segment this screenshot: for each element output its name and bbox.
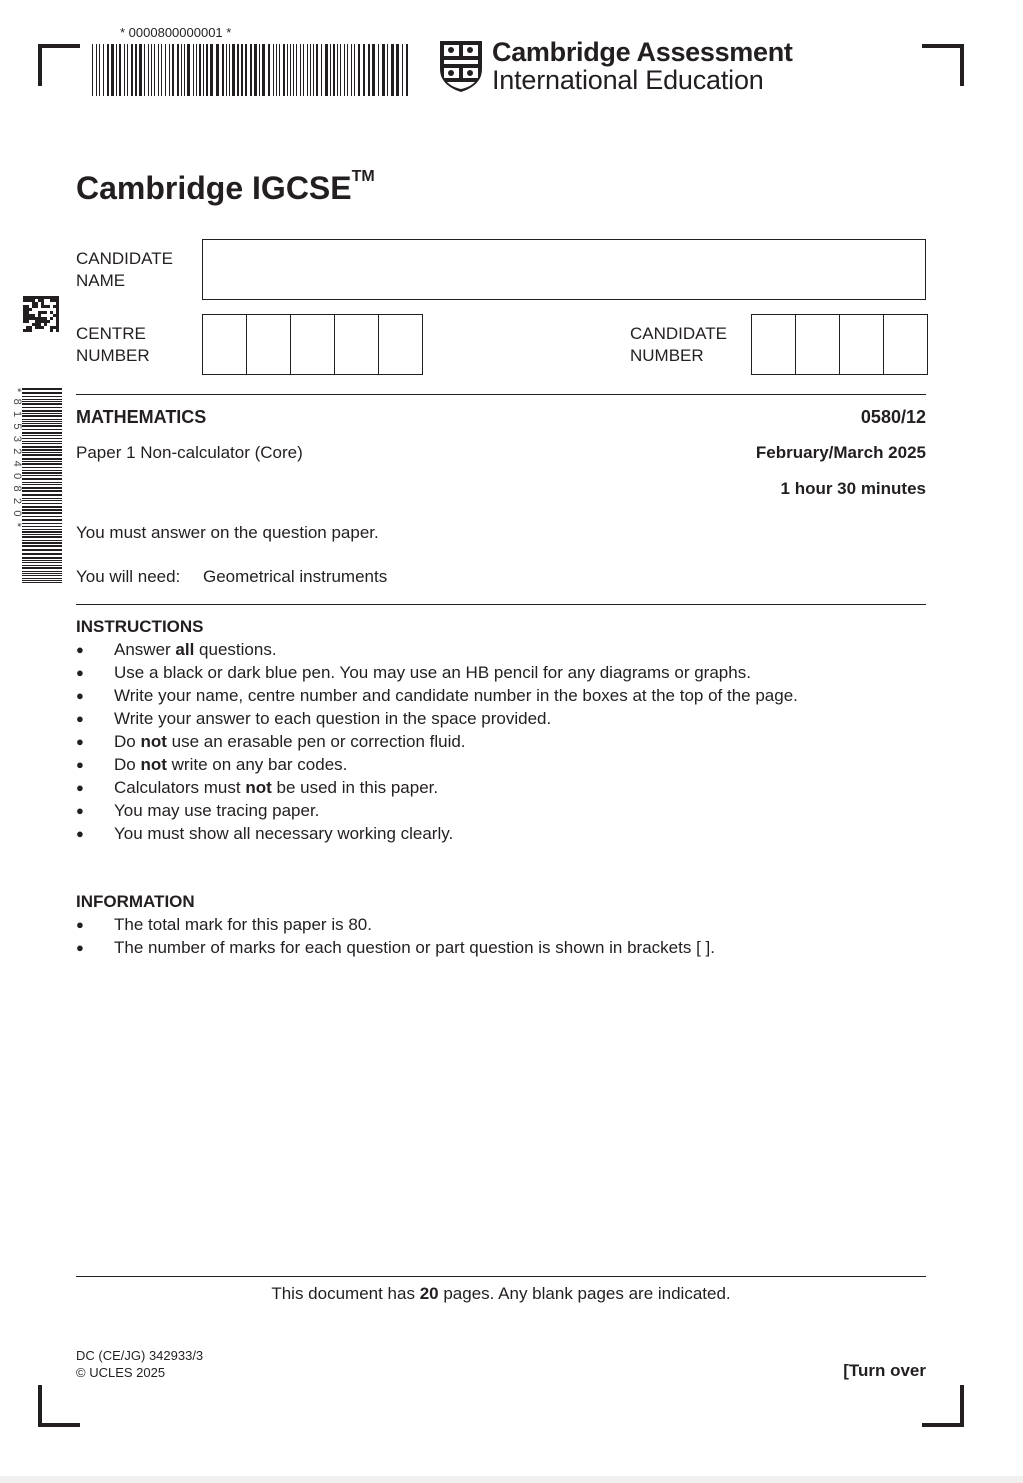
candidate-name-input[interactable] [202,239,926,300]
candidate-number-label-2: NUMBER [630,346,704,365]
candidate-number-label [630,323,727,367]
duration: 1 hour 30 minutes [780,479,926,498]
centre-number-digit[interactable] [203,315,247,374]
centre-number-digit[interactable] [379,315,422,374]
qualification-title [76,170,375,207]
instructions-heading: INSTRUCTIONS [76,617,204,636]
paper-code: 0580/12 [860,407,926,427]
side-barcode [22,388,62,586]
information-item: ● The total mark for this paper is 80. [76,913,936,936]
subject: MATHEMATICS [76,407,207,427]
candidate-number-label-1: CANDIDATE [630,324,727,343]
instruction-item: ● You may use tracing paper. [76,799,936,822]
page-count-note: This document has 20 pages. Any blank pages are indicated. [271,1284,731,1303]
need-value: Geometrical instruments [203,567,388,586]
copyright: © UCLES 2025 [76,1365,166,1380]
corner-mark-bottom-right [922,1385,964,1427]
divider [76,394,926,395]
candidate-number-digit[interactable] [752,315,796,374]
instruction-item: ● Do not use an erasable pen or correction fluid. [76,730,936,753]
page-bottom-strip [0,1476,1023,1483]
candidate-name-label [76,248,173,292]
crest-icon [438,39,484,93]
candidate-name-label-1: CANDIDATE [76,249,173,268]
instruction-item: ● Answer all questions. [76,638,936,661]
turn-over: [Turn over [843,1361,926,1380]
footer-divider [76,1276,926,1277]
instruction-item: ● Use a black or dark blue pen. You may use an HB pencil for any diagrams or graphs. [76,661,936,684]
corner-mark-top-left [38,44,80,86]
barcode-number: * 0000800000001 * [120,25,232,40]
divider [76,604,926,605]
qr-code [23,296,60,333]
logo-line-1: Cambridge Assessment [492,37,793,67]
qualification-name: Cambridge IGCSE [76,170,352,206]
centre-number-label-2: NUMBER [76,346,150,365]
instructions-list [76,638,936,845]
session: February/March 2025 [755,443,926,462]
top-barcode [92,44,410,96]
centre-number-digit[interactable] [291,315,335,374]
document-code-block [76,1347,203,1381]
side-barcode-text: *8153240820* [11,388,23,534]
information-list [76,913,936,959]
centre-number-label [76,323,150,367]
information-heading: INFORMATION [76,892,195,911]
document-code: DC (CE/JG) 342933/3 [76,1348,204,1363]
corner-mark-bottom-left [38,1385,80,1427]
instruction-item: ● Do not write on any bar codes. [76,753,936,776]
candidate-number-digit[interactable] [796,315,840,374]
instruction-item: ● Write your name, centre number and candidate number in the boxes at the top of the page. [76,684,936,707]
instruction-item: ● Calculators must not be used in this paper. [76,776,936,799]
need-label: You will need: [76,567,181,586]
centre-number-boxes [202,314,423,375]
corner-mark-top-right [922,44,964,86]
centre-number-label-1: CENTRE [76,324,146,343]
candidate-number-boxes [751,314,928,375]
logo-line-2: International Education [492,65,764,95]
trademark: TM [351,168,375,185]
candidate-number-digit[interactable] [884,315,927,374]
candidate-number-digit[interactable] [840,315,884,374]
paper-title: Paper 1 Non-calculator (Core) [76,443,303,462]
side-barcode-text-wrap [9,388,25,586]
centre-number-digit[interactable] [247,315,291,374]
must-answer-note: You must answer on the question paper. [76,523,379,542]
instruction-item: ● You must show all necessary working clearly. [76,822,936,845]
cambridge-logo [438,38,793,94]
instruction-item: ● Write your answer to each question in the space provided. [76,707,936,730]
centre-number-digit[interactable] [335,315,379,374]
candidate-name-label-2: NAME [76,271,126,290]
information-item: ● The number of marks for each question or part question is shown in brackets [ ]. [76,936,936,959]
